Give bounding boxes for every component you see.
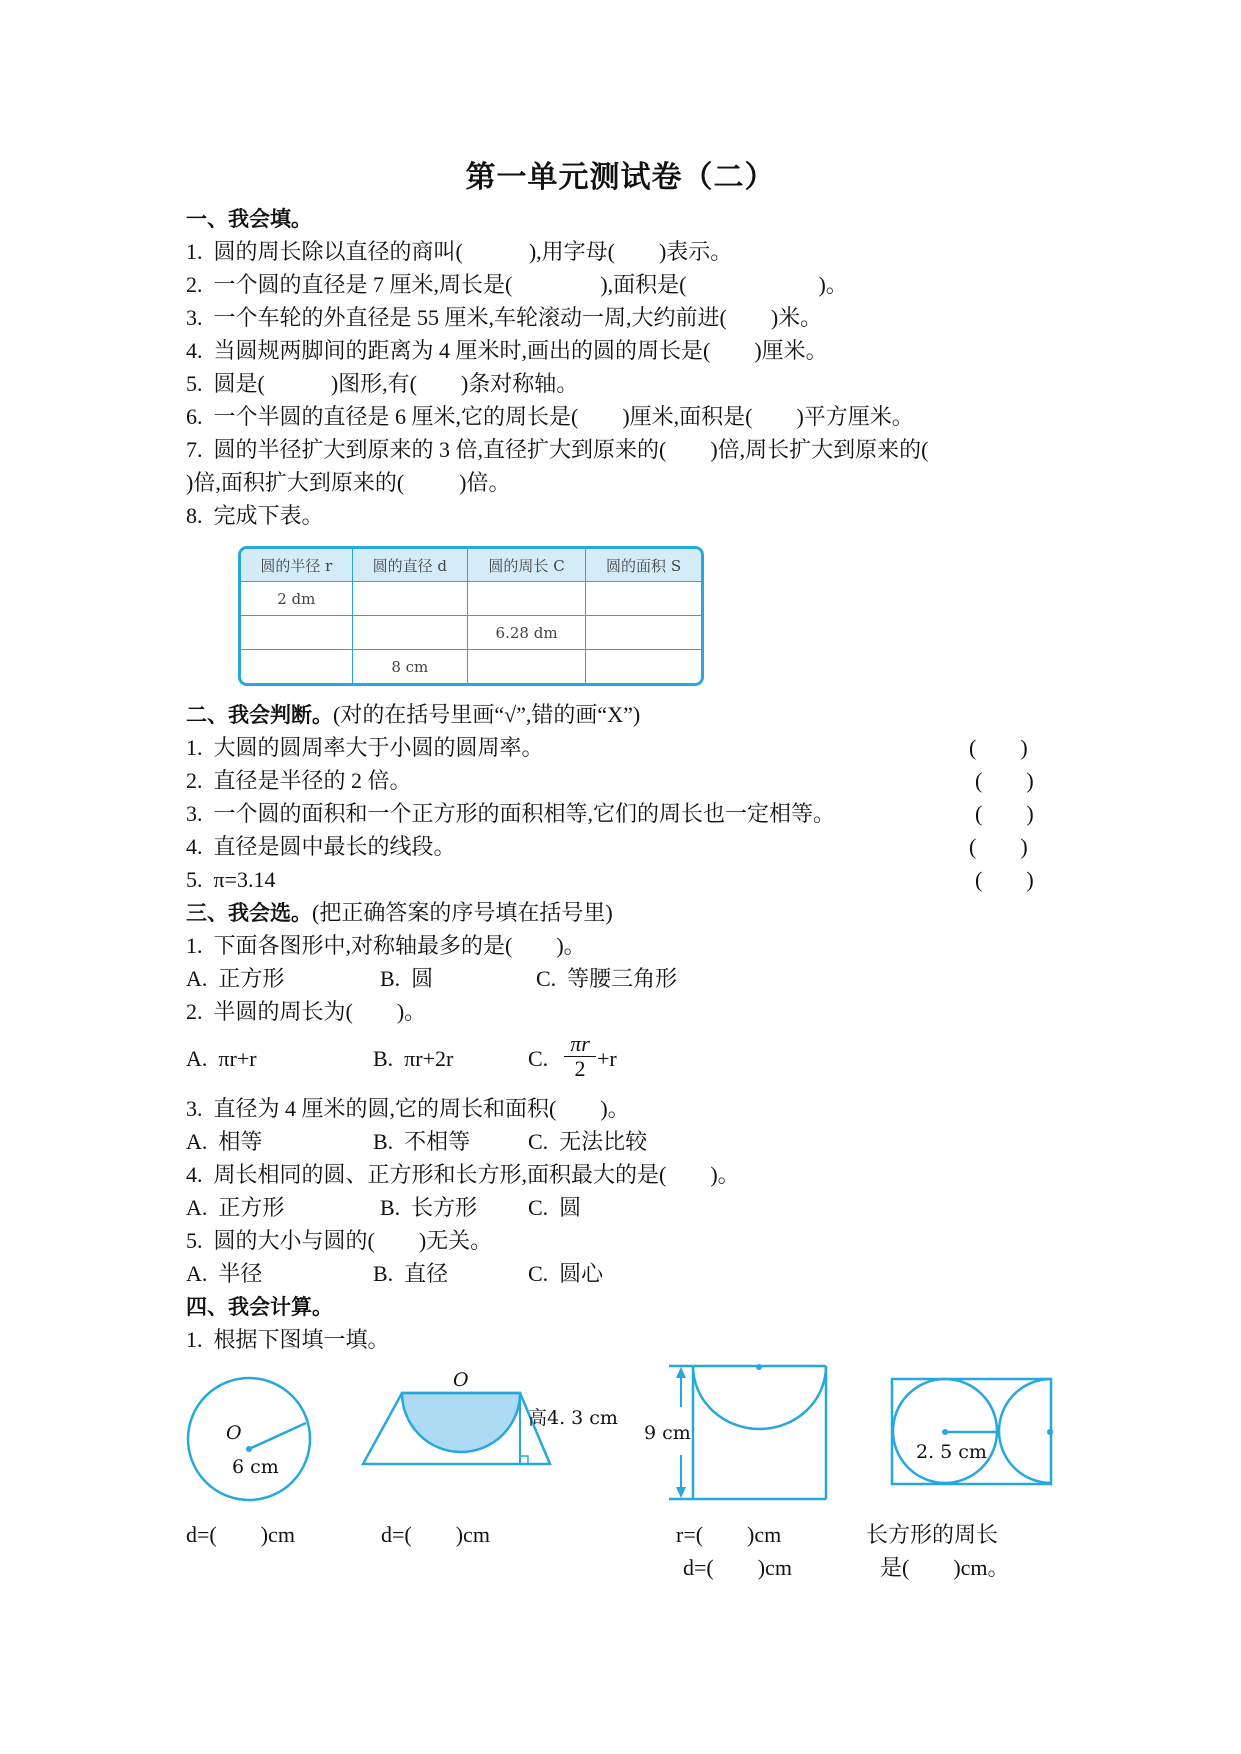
choice-option[interactable]: B. 长方形 <box>380 1195 478 1220</box>
section3-instruction: (把正确答案的序号填在括号里) <box>312 900 613 925</box>
square-answer-d[interactable]: d=( )cm <box>683 1555 792 1580</box>
fraction <box>564 1032 596 1081</box>
table-cell: 8 cm <box>353 650 468 683</box>
table-header: 圆的半径 r <box>241 549 353 582</box>
table-header-row <box>241 549 701 582</box>
table-row <box>241 616 701 650</box>
fraction-suffix: +r <box>597 1046 617 1071</box>
rectangle-answer-line2[interactable]: 是( )cm。 <box>880 1555 1010 1580</box>
circle-outline <box>188 1378 310 1500</box>
choice-option[interactable]: C. 圆 <box>528 1195 582 1220</box>
table-row <box>241 650 701 683</box>
fill-question-1: 1. 圆的周长除以直径的商叫( ),用字母( )表示。 <box>186 239 733 264</box>
table-cell[interactable] <box>241 650 353 683</box>
radius-label: 2. 5 cm <box>916 1441 987 1463</box>
judge-item-5: 5. π=3.14 <box>186 867 276 892</box>
choice-question-3: 3. 直径为 4 厘米的圆,它的周长和面积( )。 <box>186 1096 630 1121</box>
center-dot <box>942 1429 948 1435</box>
circle-figure <box>180 1370 320 1510</box>
judge-answer-4[interactable]: ( ) <box>969 834 1028 859</box>
arrowhead-up-icon <box>676 1367 686 1378</box>
trapezoid-figure <box>360 1370 630 1470</box>
fraction-numerator: πr <box>564 1032 596 1057</box>
fill-question-3: 3. 一个车轮的外直径是 55 厘米,车轮滚动一周,大约前进( )米。 <box>186 305 823 330</box>
choice-option-c-label[interactable]: C. <box>528 1046 549 1071</box>
side-label: 9 cm <box>644 1422 691 1444</box>
choice-option[interactable]: C. 圆心 <box>528 1261 604 1286</box>
half-circle-arc <box>999 1379 1051 1483</box>
calc-question-1: 1. 根据下图填一填。 <box>186 1327 390 1352</box>
rectangle-figure <box>890 1375 1065 1495</box>
circle-table <box>238 546 704 686</box>
choice-question-2: 2. 半圆的周长为( )。 <box>186 999 427 1024</box>
table-cell[interactable] <box>586 616 701 650</box>
table-cell[interactable] <box>353 616 468 650</box>
judge-answer-3[interactable]: ( ) <box>975 801 1034 826</box>
choice-question-1: 1. 下面各图形中,对称轴最多的是( )。 <box>186 933 586 958</box>
section3-header <box>186 899 613 927</box>
choice-question-4: 4. 周长相同的圆、正方形和长方形,面积最大的是( )。 <box>186 1162 740 1187</box>
choice-option[interactable]: A. 相等 <box>186 1129 263 1154</box>
center-dot <box>756 1364 762 1370</box>
table-row <box>241 582 701 616</box>
fill-question-2: 2. 一个圆的直径是 7 厘米,周长是( ),面积是( )。 <box>186 272 848 297</box>
rectangle-answer-line1: 长方形的周长 <box>866 1522 999 1547</box>
table-cell[interactable] <box>586 582 701 616</box>
square-answer-r[interactable]: r=( )cm <box>676 1522 782 1547</box>
judge-item-2: 2. 直径是半径的 2 倍。 <box>186 768 412 793</box>
table-cell[interactable] <box>241 616 353 650</box>
judge-item-3: 3. 一个圆的面积和一个正方形的面积相等,它们的周长也一定相等。 <box>186 801 836 826</box>
center-dot <box>246 1446 252 1452</box>
judge-answer-1[interactable]: ( ) <box>969 735 1028 760</box>
fill-question-4: 4. 当圆规两脚间的距离为 4 厘米时,画出的圆的周长是( )厘米。 <box>186 338 828 363</box>
fraction-denominator: 2 <box>574 1056 586 1081</box>
section4-heading: 四、我会计算。 <box>186 1295 333 1319</box>
square-figure <box>630 1350 830 1500</box>
choice-option[interactable]: A. πr+r <box>186 1046 257 1071</box>
judge-answer-2[interactable]: ( ) <box>975 768 1034 793</box>
radius-line <box>249 1423 306 1449</box>
choice-option[interactable]: A. 半径 <box>186 1261 263 1286</box>
half-circle-center-dot <box>1047 1429 1053 1435</box>
table-cell: 2 dm <box>241 582 353 616</box>
fill-question-7-cont: )倍,面积扩大到原来的( )倍。 <box>186 470 511 495</box>
table-header: 圆的面积 S <box>586 549 701 582</box>
choice-option[interactable]: B. 圆 <box>380 966 434 991</box>
table-cell[interactable] <box>468 582 586 616</box>
choice-option[interactable]: C. 等腰三角形 <box>536 966 678 991</box>
section3-heading: 三、我会选。 <box>186 901 312 925</box>
arrowhead-down-icon <box>676 1487 686 1498</box>
choice-option[interactable]: B. 不相等 <box>373 1129 471 1154</box>
height-label: 高4. 3 cm <box>528 1407 618 1429</box>
table-cell[interactable] <box>353 582 468 616</box>
table-cell[interactable] <box>468 650 586 683</box>
choice-option[interactable]: C. 无法比较 <box>528 1129 648 1154</box>
table-cell[interactable] <box>586 650 701 683</box>
fill-question-6: 6. 一个半圆的直径是 6 厘米,它的周长是( )厘米,面积是( )平方厘米。 <box>186 404 914 429</box>
circle-answer[interactable]: d=( )cm <box>186 1522 295 1547</box>
trapezoid-answer[interactable]: d=( )cm <box>381 1522 490 1547</box>
judge-answer-5[interactable]: ( ) <box>975 867 1034 892</box>
fill-question-7: 7. 圆的半径扩大到原来的 3 倍,直径扩大到原来的( )倍,周长扩大到原来的( <box>186 437 929 462</box>
fill-question-8: 8. 完成下表。 <box>186 503 324 528</box>
choice-option[interactable]: B. 直径 <box>373 1261 449 1286</box>
center-label: O <box>226 1422 242 1444</box>
table-header: 圆的直径 d <box>353 549 468 582</box>
table-cell: 6.28 dm <box>468 616 586 650</box>
judge-item-4: 4. 直径是圆中最长的线段。 <box>186 834 456 859</box>
choice-option[interactable]: B. πr+2r <box>373 1046 454 1071</box>
semicircle-shape <box>402 1393 520 1452</box>
section2-instruction: (对的在括号里画“√”,错的画“X”) <box>333 702 641 727</box>
section2-header <box>186 701 640 729</box>
judge-item-1: 1. 大圆的圆周率大于小圆的圆周率。 <box>186 735 544 760</box>
section1-heading: 一、我会填。 <box>186 207 312 231</box>
choice-question-5: 5. 圆的大小与圆的( )无关。 <box>186 1228 493 1253</box>
semicircle-arc <box>693 1366 826 1429</box>
fill-question-5: 5. 圆是( )图形,有( )条对称轴。 <box>186 371 579 396</box>
table-header: 圆的周长 C <box>468 549 586 582</box>
center-label: O <box>453 1369 469 1391</box>
choice-option[interactable]: A. 正方形 <box>186 966 285 991</box>
section2-heading: 二、我会判断。 <box>186 703 333 727</box>
page-title: 第一单元测试卷（二） <box>465 160 776 195</box>
radius-label: 6 cm <box>232 1456 279 1478</box>
choice-option[interactable]: A. 正方形 <box>186 1195 285 1220</box>
